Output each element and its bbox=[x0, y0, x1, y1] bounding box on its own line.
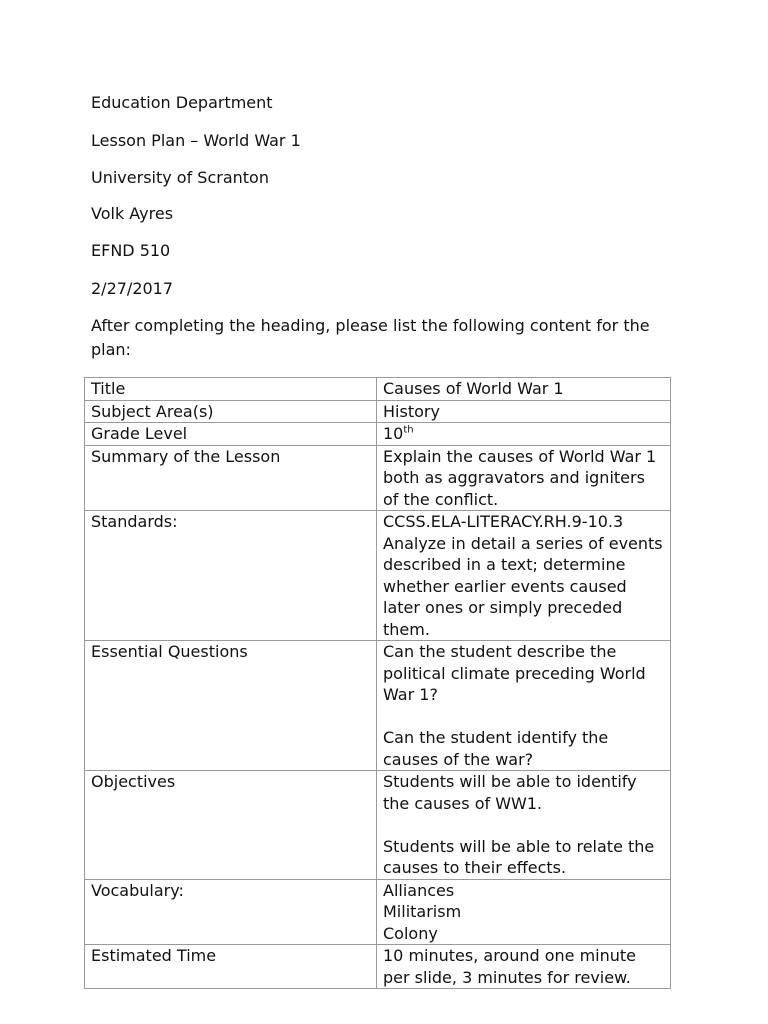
row-label: Grade Level bbox=[85, 423, 377, 446]
content-paragraph: Can the student identify the causes of the war? bbox=[383, 728, 609, 769]
content-line: Colony bbox=[383, 923, 438, 943]
content-line: Analyze in detail a series of events described in a text; determine whether earlier events caused later ones or simply preceded them. bbox=[383, 533, 663, 639]
row-label: Vocabulary: bbox=[85, 879, 377, 945]
row-content bbox=[377, 445, 671, 511]
row-content bbox=[377, 423, 671, 446]
content-line: Militarism bbox=[383, 902, 462, 921]
row-label: Standards: bbox=[85, 511, 377, 641]
grade-value: 10 bbox=[383, 424, 404, 443]
content-paragraph: Students will be able to identify the causes of WW1. bbox=[383, 772, 637, 813]
row-content bbox=[377, 378, 671, 401]
intro-instructions: After completing the heading, please list the following content for the plan: bbox=[91, 316, 650, 359]
author-line: Volk Ayres bbox=[91, 204, 174, 223]
row-content bbox=[377, 945, 671, 989]
department-line: Education Department bbox=[91, 93, 273, 112]
lesson-plan-table bbox=[84, 377, 671, 989]
content-line: Alliances bbox=[383, 880, 455, 900]
table-row bbox=[85, 423, 671, 446]
row-content bbox=[377, 771, 671, 880]
content-paragraph: Students will be able to relate the causes to their effects. bbox=[383, 836, 655, 877]
university-line: University of Scranton bbox=[91, 168, 269, 187]
row-label: Summary of the Lesson bbox=[85, 445, 377, 511]
row-label: Essential Questions bbox=[85, 641, 377, 771]
table-row bbox=[85, 378, 671, 401]
grade-suffix: th bbox=[403, 424, 414, 436]
content-paragraph: Explain the causes of World War 1 both as aggravators and igniters of the conflict. bbox=[383, 446, 657, 509]
lesson-plan-line: Lesson Plan – World War 1 bbox=[91, 131, 301, 150]
table-row bbox=[85, 511, 671, 641]
content-paragraph: 10 minutes, around one minute per slide, 3 minutes for review. bbox=[383, 946, 637, 987]
table-row bbox=[85, 641, 671, 771]
row-label: Estimated Time bbox=[85, 945, 377, 989]
row-content bbox=[377, 641, 671, 771]
content-paragraph: History bbox=[383, 401, 440, 421]
table-row bbox=[85, 400, 671, 423]
row-content bbox=[377, 511, 671, 641]
content-paragraph: Can the student describe the political climate preceding World War 1? bbox=[383, 642, 646, 704]
row-label: Subject Area(s) bbox=[85, 400, 377, 423]
table-row bbox=[85, 445, 671, 511]
table-row bbox=[85, 879, 671, 945]
course-line: EFND 510 bbox=[91, 241, 171, 260]
content-line: CCSS.ELA-LITERACY.RH.9-10.3 bbox=[383, 512, 624, 531]
row-content bbox=[377, 879, 671, 945]
row-label: Title bbox=[85, 378, 377, 401]
date-line: 2/27/2017 bbox=[91, 279, 174, 298]
content-paragraph: Causes of World War 1 bbox=[383, 379, 564, 398]
table-row bbox=[85, 771, 671, 880]
table-row bbox=[85, 945, 671, 989]
row-label: Objectives bbox=[85, 771, 377, 880]
row-content bbox=[377, 400, 671, 423]
lesson-plan-table-body bbox=[85, 378, 671, 989]
